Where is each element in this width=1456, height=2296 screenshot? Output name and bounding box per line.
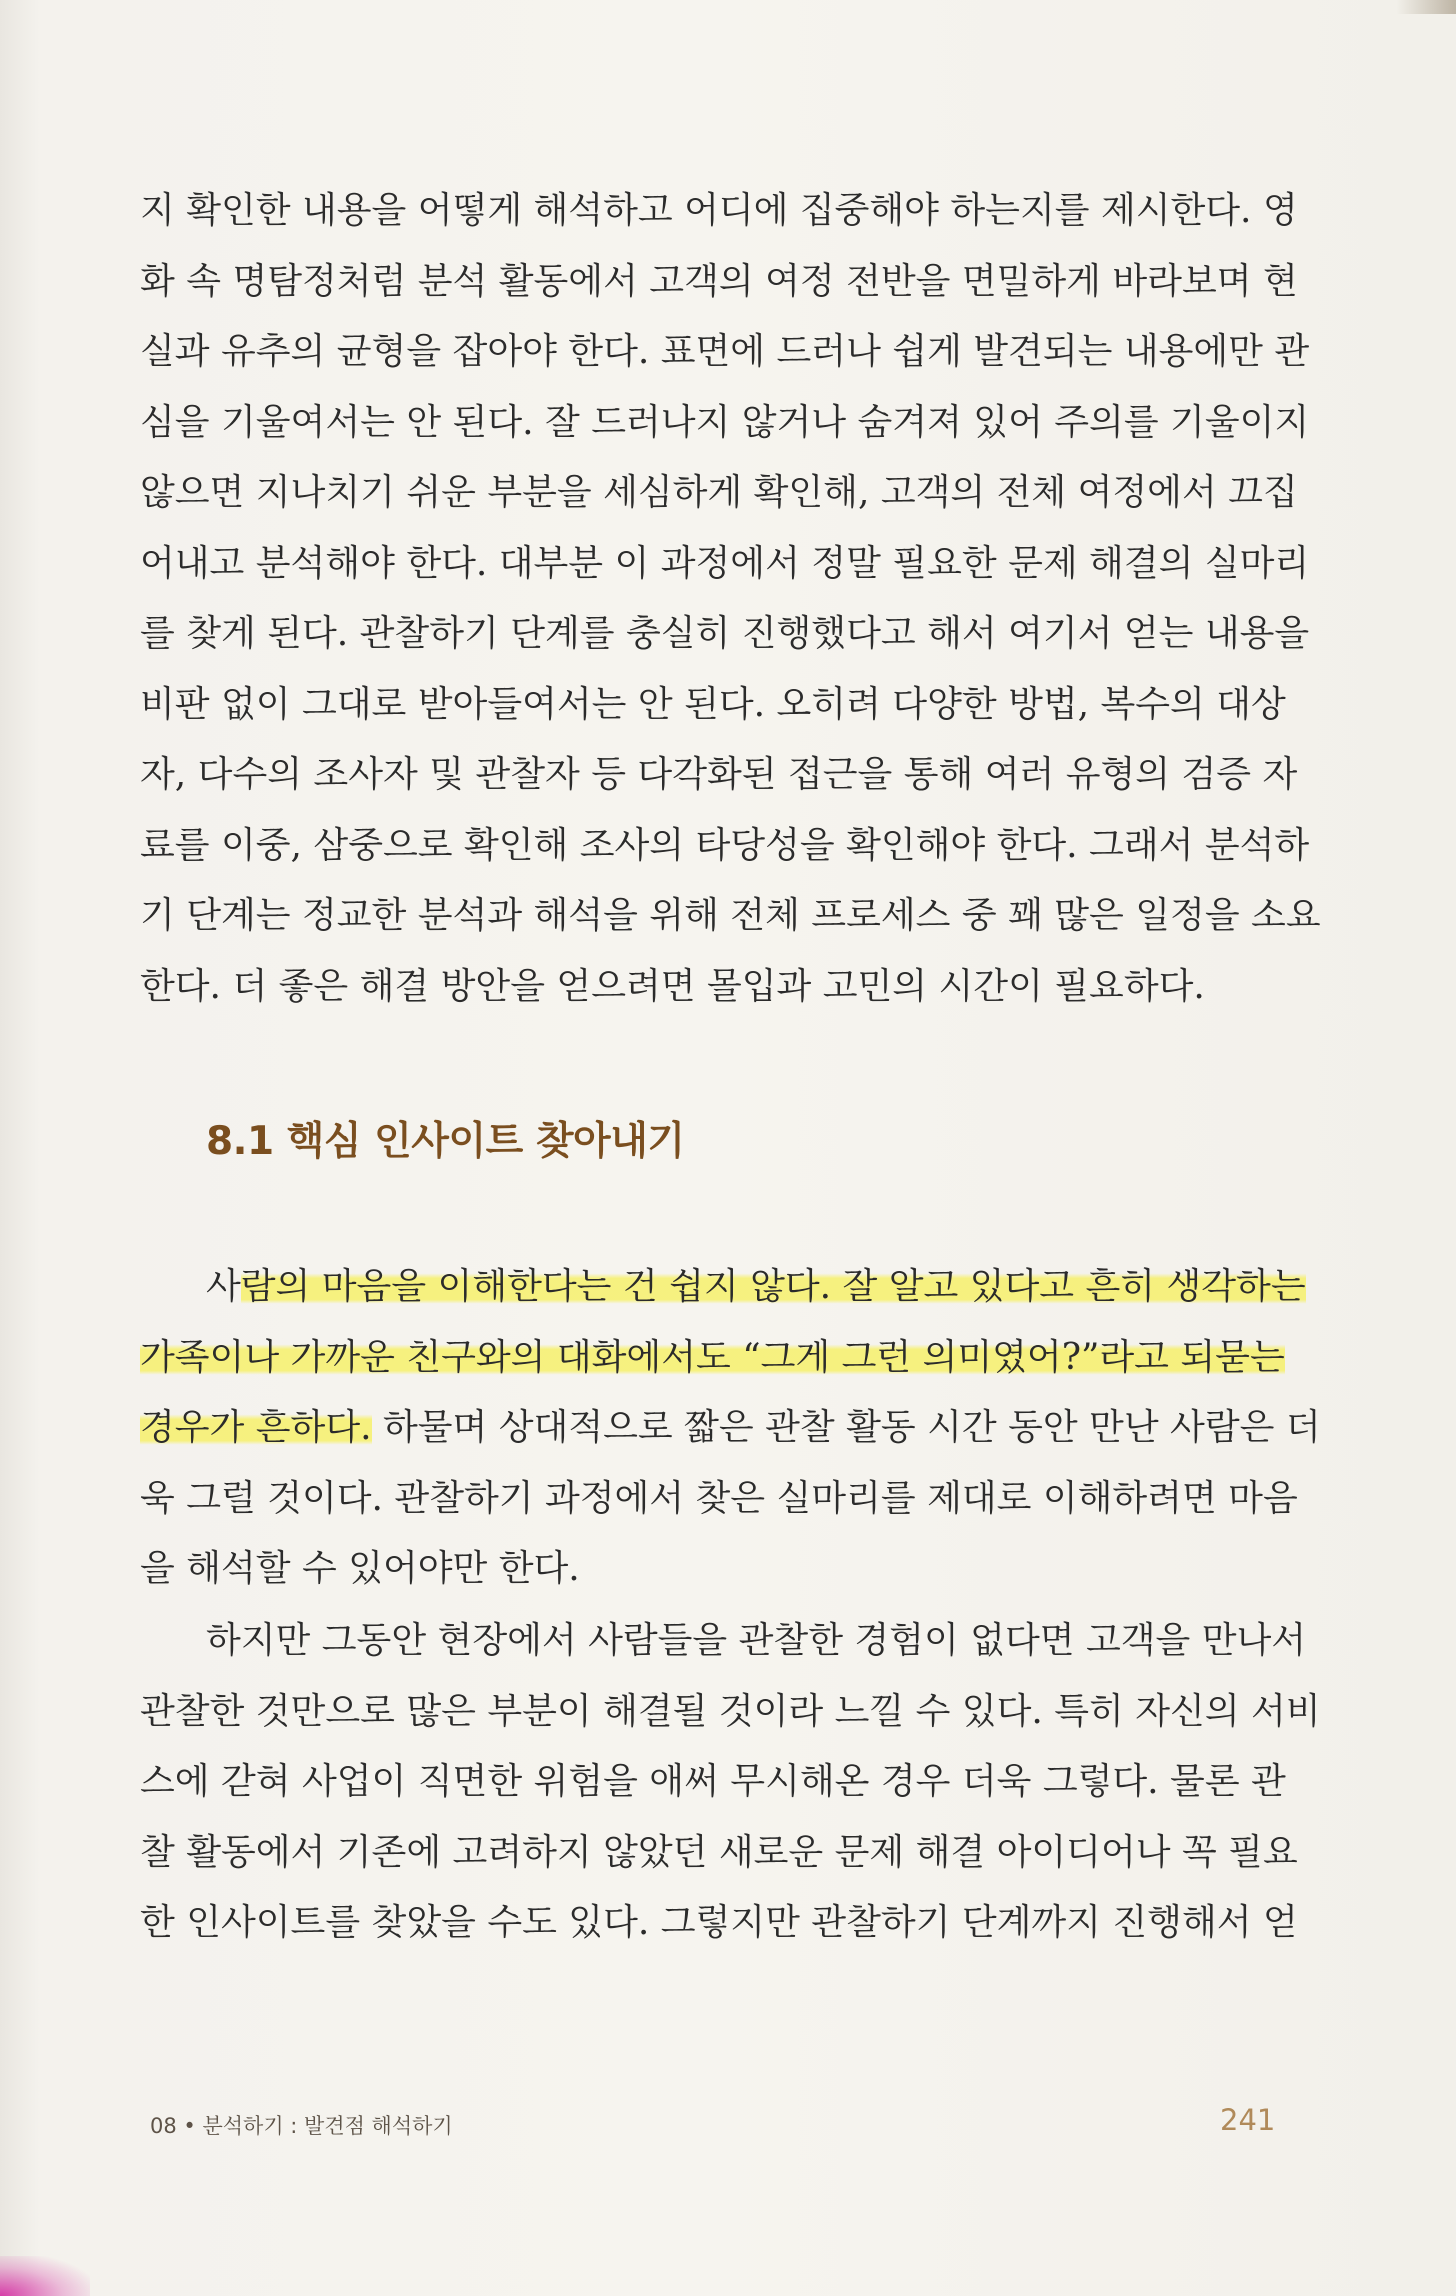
text-line: 스에 갇혀 사업이 직면한 위험을 애써 무시해온 경우 더욱 그렇다. 물론 관: [140, 1761, 1286, 1802]
text-line: 를 찾게 된다. 관찰하기 단계를 충실히 진행했다고 해서 여기서 얻는 내용을: [140, 613, 1310, 654]
text-line: 한다. 더 좋은 해결 방안을 얻으려면 몰입과 고민의 시간이 필요하다.: [140, 965, 1205, 1007]
text-line: 어내고 분석해야 한다. 대부분 이 과정에서 정말 필요한 문제 해결의 실마리: [140, 542, 1310, 584]
text-line: 지 확인한 내용을 어떻게 해석하고 어디에 집중해야 하는지를 제시한다. 영: [140, 190, 1298, 231]
text-line: 관찰한 것만으로 많은 부분이 해결될 것이라 느낄 수 있다. 특히 자신의 서비: [140, 1690, 1321, 1732]
intro-paragraph: [140, 176, 1321, 1022]
text-line: 비판 없이 그대로 받아들여서는 안 된다. 오히려 다양한 방법, 복수의 대상: [140, 683, 1286, 725]
text-line: [140, 1323, 1285, 1394]
paragraph-2: [140, 1252, 1321, 1605]
text-line: 심을 기울여서는 안 된다. 잘 드러나지 않거나 숨겨져 있어 주의를 기울이지: [140, 401, 1310, 443]
footer-chapter-label: 08 • 분석하기 : 발견점 해석하기: [150, 2114, 453, 2138]
text-line: 을 해석할 수 있어야만 한다.: [140, 1548, 580, 1589]
text-run: 사: [206, 1266, 241, 1307]
text-line: 기 단계는 정교한 분석과 해석을 위해 전체 프로세스 중 꽤 많은 일정을 소요: [140, 895, 1321, 936]
text-line: 한 인사이트를 찾았을 수도 있다. 그렇지만 관찰하기 단계까지 진행해서 얻: [140, 1902, 1298, 1943]
text-line: 욱 그럴 것이다. 관찰하기 과정에서 찾은 실마리를 제대로 이해하려면 마음: [140, 1477, 1298, 1519]
text-line: 화 속 명탐정처럼 분석 활동에서 고객의 여정 전반을 면밀하게 바라보며 현: [140, 260, 1298, 302]
highlighted-text: 경우가 흔하다.: [140, 1407, 372, 1448]
text-run: 하물며 상대적으로 짧은 관찰 활동 시간 동안 만난 사람은 더: [371, 1407, 1321, 1448]
highlighted-text: 람의 마음을 이해한다는 건 쉽지 않다. 잘 알고 있다고 흔히 생각하는: [240, 1266, 1306, 1307]
text-line: 료를 이중, 삼중으로 확인해 조사의 타당성을 확인해야 한다. 그래서 분석하: [140, 824, 1310, 866]
corner-color-tint: [0, 2256, 90, 2296]
text-line: 하지만 그동안 현장에서 사람들을 관찰한 경험이 없다면 고객을 만나서: [206, 1620, 1307, 1661]
text-line: 찰 활동에서 기존에 고려하지 않았던 새로운 문제 해결 아이디어나 꼭 필요: [140, 1831, 1298, 1873]
text-line: 않으면 지나치기 쉬운 부분을 세심하게 확인해, 고객의 전체 여정에서 끄집: [140, 472, 1298, 513]
highlighted-text: 가족이나 가까운 친구와의 대화에서도 “그게 그런 의미였어?”라고 되묻는: [140, 1336, 1285, 1378]
paragraph-3: [140, 1606, 1321, 1959]
page-edge-shadow: [1396, 0, 1456, 14]
text-line: [140, 1393, 1321, 1464]
text-line: [140, 1252, 1306, 1323]
text-line: 실과 유추의 균형을 잡아야 한다. 표면에 드러나 쉽게 발견되는 내용에만 관: [140, 331, 1310, 372]
page-number: 241: [1220, 2103, 1276, 2137]
section-heading: 8.1 핵심 인사이트 찾아내기: [206, 1119, 685, 1164]
text-line: 자, 다수의 조사자 및 관찰자 등 다각화된 접근을 통해 여러 유형의 검증 자: [140, 754, 1298, 795]
